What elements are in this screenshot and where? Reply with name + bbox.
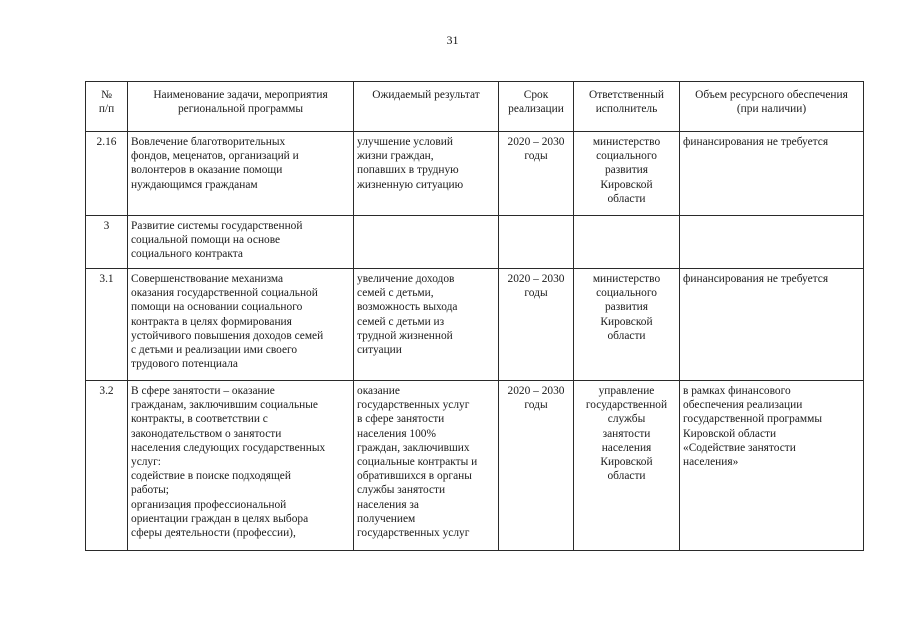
cell-text-line: гражданам, заключившим социальные	[131, 399, 318, 412]
cell-text-line: обратившихся в органы	[357, 470, 472, 483]
cell-text-line: населения	[601, 441, 652, 454]
cell-text-line: п/п	[98, 103, 115, 116]
cell-text-line: управление	[598, 385, 655, 397]
cell-text-line: работы;	[131, 484, 169, 497]
header-term	[499, 82, 574, 132]
cell-text-line: социального	[596, 150, 657, 163]
cell-text-line: ориентации граждан в целях выбора	[131, 512, 309, 525]
cell-text-line: Кировской	[600, 456, 653, 469]
page-number: 31	[446, 33, 459, 47]
cell-text-line: региональной программы	[177, 103, 304, 116]
table-row	[86, 269, 864, 381]
result-cell	[354, 216, 499, 269]
cell-text-line: министерство	[592, 136, 661, 148]
cell-text-line: №	[101, 89, 112, 101]
cell-text-line: контракты, в соответствии с	[131, 413, 268, 426]
header-result	[354, 82, 499, 132]
cell-text-line: государственных услуг	[357, 399, 470, 412]
cell-text-line: социального	[596, 287, 657, 300]
term-cell	[499, 132, 574, 216]
cell-text-line: Развитие системы государственной	[131, 220, 303, 232]
cell-text-line: улучшение условий	[357, 136, 453, 148]
term-cell	[499, 269, 574, 381]
cell-text-line: Кировской	[600, 178, 653, 191]
cell-text-line: годы	[524, 287, 548, 300]
resources-cell	[680, 132, 864, 216]
cell-text-line: в рамках финансового	[683, 385, 791, 397]
cell-text-line: развития	[604, 301, 649, 314]
row-number: 3	[86, 216, 128, 269]
cell-text-line: ситуации	[357, 344, 402, 357]
task-cell	[128, 269, 354, 381]
responsible-cell	[574, 269, 680, 381]
cell-text-line: населения 100%	[357, 427, 436, 440]
cell-text-line: законодательством о занятости	[131, 427, 282, 440]
cell-text-line: области	[607, 192, 646, 205]
cell-text-line: социальной помощи на основе	[131, 234, 281, 247]
cell-text-line: Вовлечение благотворительных	[131, 136, 286, 148]
cell-text-line: населения за	[357, 498, 419, 511]
cell-text-line: граждан, заключивших	[357, 441, 470, 454]
cell-text-line: службы занятости	[357, 484, 446, 497]
task-cell	[128, 381, 354, 551]
cell-text-line: развития	[604, 164, 649, 177]
cell-text-line: возможность выхода	[357, 301, 458, 314]
cell-text-line: годы	[524, 150, 548, 163]
cell-text-line: социальные контракты и	[357, 456, 478, 469]
cell-text-line: социального контракта	[131, 248, 243, 261]
row-number: 3.2	[86, 381, 128, 551]
cell-text-line: Кировской области	[683, 427, 777, 440]
table-row	[86, 381, 864, 551]
cell-text-line: семей с детьми,	[357, 287, 434, 300]
table-row	[86, 216, 864, 269]
cell-text-line: нуждающимся гражданам	[131, 178, 258, 191]
cell-text-line: В сфере занятости – оказание	[131, 385, 275, 397]
cell-text-line: фондов, меценатов, организаций и	[131, 150, 299, 163]
cell-text-line: области	[607, 470, 646, 483]
resources-cell	[680, 381, 864, 551]
cell-text-line: содействие в поиске подходящей	[131, 470, 291, 483]
cell-text-line: обеспечения реализации	[683, 399, 803, 412]
cell-text-line: годы	[524, 399, 548, 412]
cell-text-line: финансирования не требуется	[683, 136, 829, 148]
cell-text-line: трудной жизненной	[357, 329, 453, 342]
cell-text-line: организация профессиональной	[131, 498, 287, 511]
term-cell	[499, 216, 574, 269]
cell-text-line: министерство	[592, 273, 661, 285]
cell-text-line: государственных услуг	[357, 527, 470, 540]
resources-cell	[680, 269, 864, 381]
term-cell	[499, 381, 574, 551]
task-cell	[128, 132, 354, 216]
cell-text-line: службы	[607, 413, 646, 426]
cell-text-line: финансирования не требуется	[683, 273, 829, 285]
cell-text-line: трудового потенциала	[131, 358, 238, 371]
cell-text-line: Совершенствование механизма	[131, 273, 284, 285]
row-number: 2.16	[86, 132, 128, 216]
cell-text-line: Срок	[523, 89, 549, 101]
resources-cell	[680, 216, 864, 269]
cell-text-line: волонтеров в оказание помощи	[131, 164, 283, 177]
cell-text-line: оказания государственной социальной	[131, 287, 318, 300]
cell-text-line: Ответственный	[588, 89, 665, 101]
cell-text-line: Наименование задачи, мероприятия	[153, 89, 328, 101]
cell-text-line: жизненную ситуацию	[357, 178, 464, 191]
table-row	[86, 132, 864, 216]
cell-text-line: Объем ресурсного обеспечения	[695, 89, 848, 101]
cell-text-line: государственной программы	[683, 413, 823, 426]
cell-text-line: устойчивого повышения доходов семей	[131, 329, 324, 342]
result-cell	[354, 132, 499, 216]
cell-text-line: попавших в трудную	[357, 164, 459, 177]
cell-text-line: жизни граждан,	[357, 150, 434, 163]
cell-text-line: услуг:	[131, 456, 161, 469]
cell-text-line: исполнитель	[595, 103, 658, 116]
cell-text-line: реализации	[508, 103, 564, 116]
responsible-cell	[574, 216, 680, 269]
cell-text-line: в сфере занятости	[357, 413, 445, 426]
cell-text-line: сферы деятельности (профессии),	[131, 527, 296, 540]
cell-text-line: получением	[357, 512, 416, 525]
cell-text-line: населения следующих государственных	[131, 441, 326, 454]
result-cell	[354, 381, 499, 551]
header-resources	[680, 82, 864, 132]
cell-text-line: семей с детьми из	[357, 315, 445, 328]
cell-text-line: занятости	[602, 427, 651, 440]
cell-text-line: Ожидаемый результат	[372, 89, 480, 101]
cell-text-line: помощи на основании социального	[131, 301, 303, 314]
cell-text-line: контракта в целях формирования	[131, 315, 292, 328]
cell-text-line: 2020 – 2030	[507, 273, 565, 285]
row-number: 3.1	[86, 269, 128, 381]
responsible-cell	[574, 132, 680, 216]
cell-text-line: оказание	[357, 385, 400, 397]
cell-text-line: с детьми и реализации ими своего	[131, 344, 298, 357]
cell-text-line: увеличение доходов	[357, 273, 455, 285]
header-num	[86, 82, 128, 132]
cell-text-line: Кировской	[600, 315, 653, 328]
task-cell	[128, 216, 354, 269]
cell-text-line: области	[607, 329, 646, 342]
header-responsible	[574, 82, 680, 132]
cell-text-line: населения»	[683, 456, 739, 469]
program-table	[85, 81, 864, 551]
table-header-row	[86, 82, 864, 132]
result-cell	[354, 269, 499, 381]
cell-text-line: государственной	[585, 399, 668, 412]
responsible-cell	[574, 381, 680, 551]
header-task	[128, 82, 354, 132]
cell-text-line: 2020 – 2030	[507, 385, 565, 397]
cell-text-line: 2020 – 2030	[507, 136, 565, 148]
cell-text-line: (при наличии)	[736, 103, 807, 116]
cell-text-line: «Содействие занятости	[683, 441, 796, 454]
